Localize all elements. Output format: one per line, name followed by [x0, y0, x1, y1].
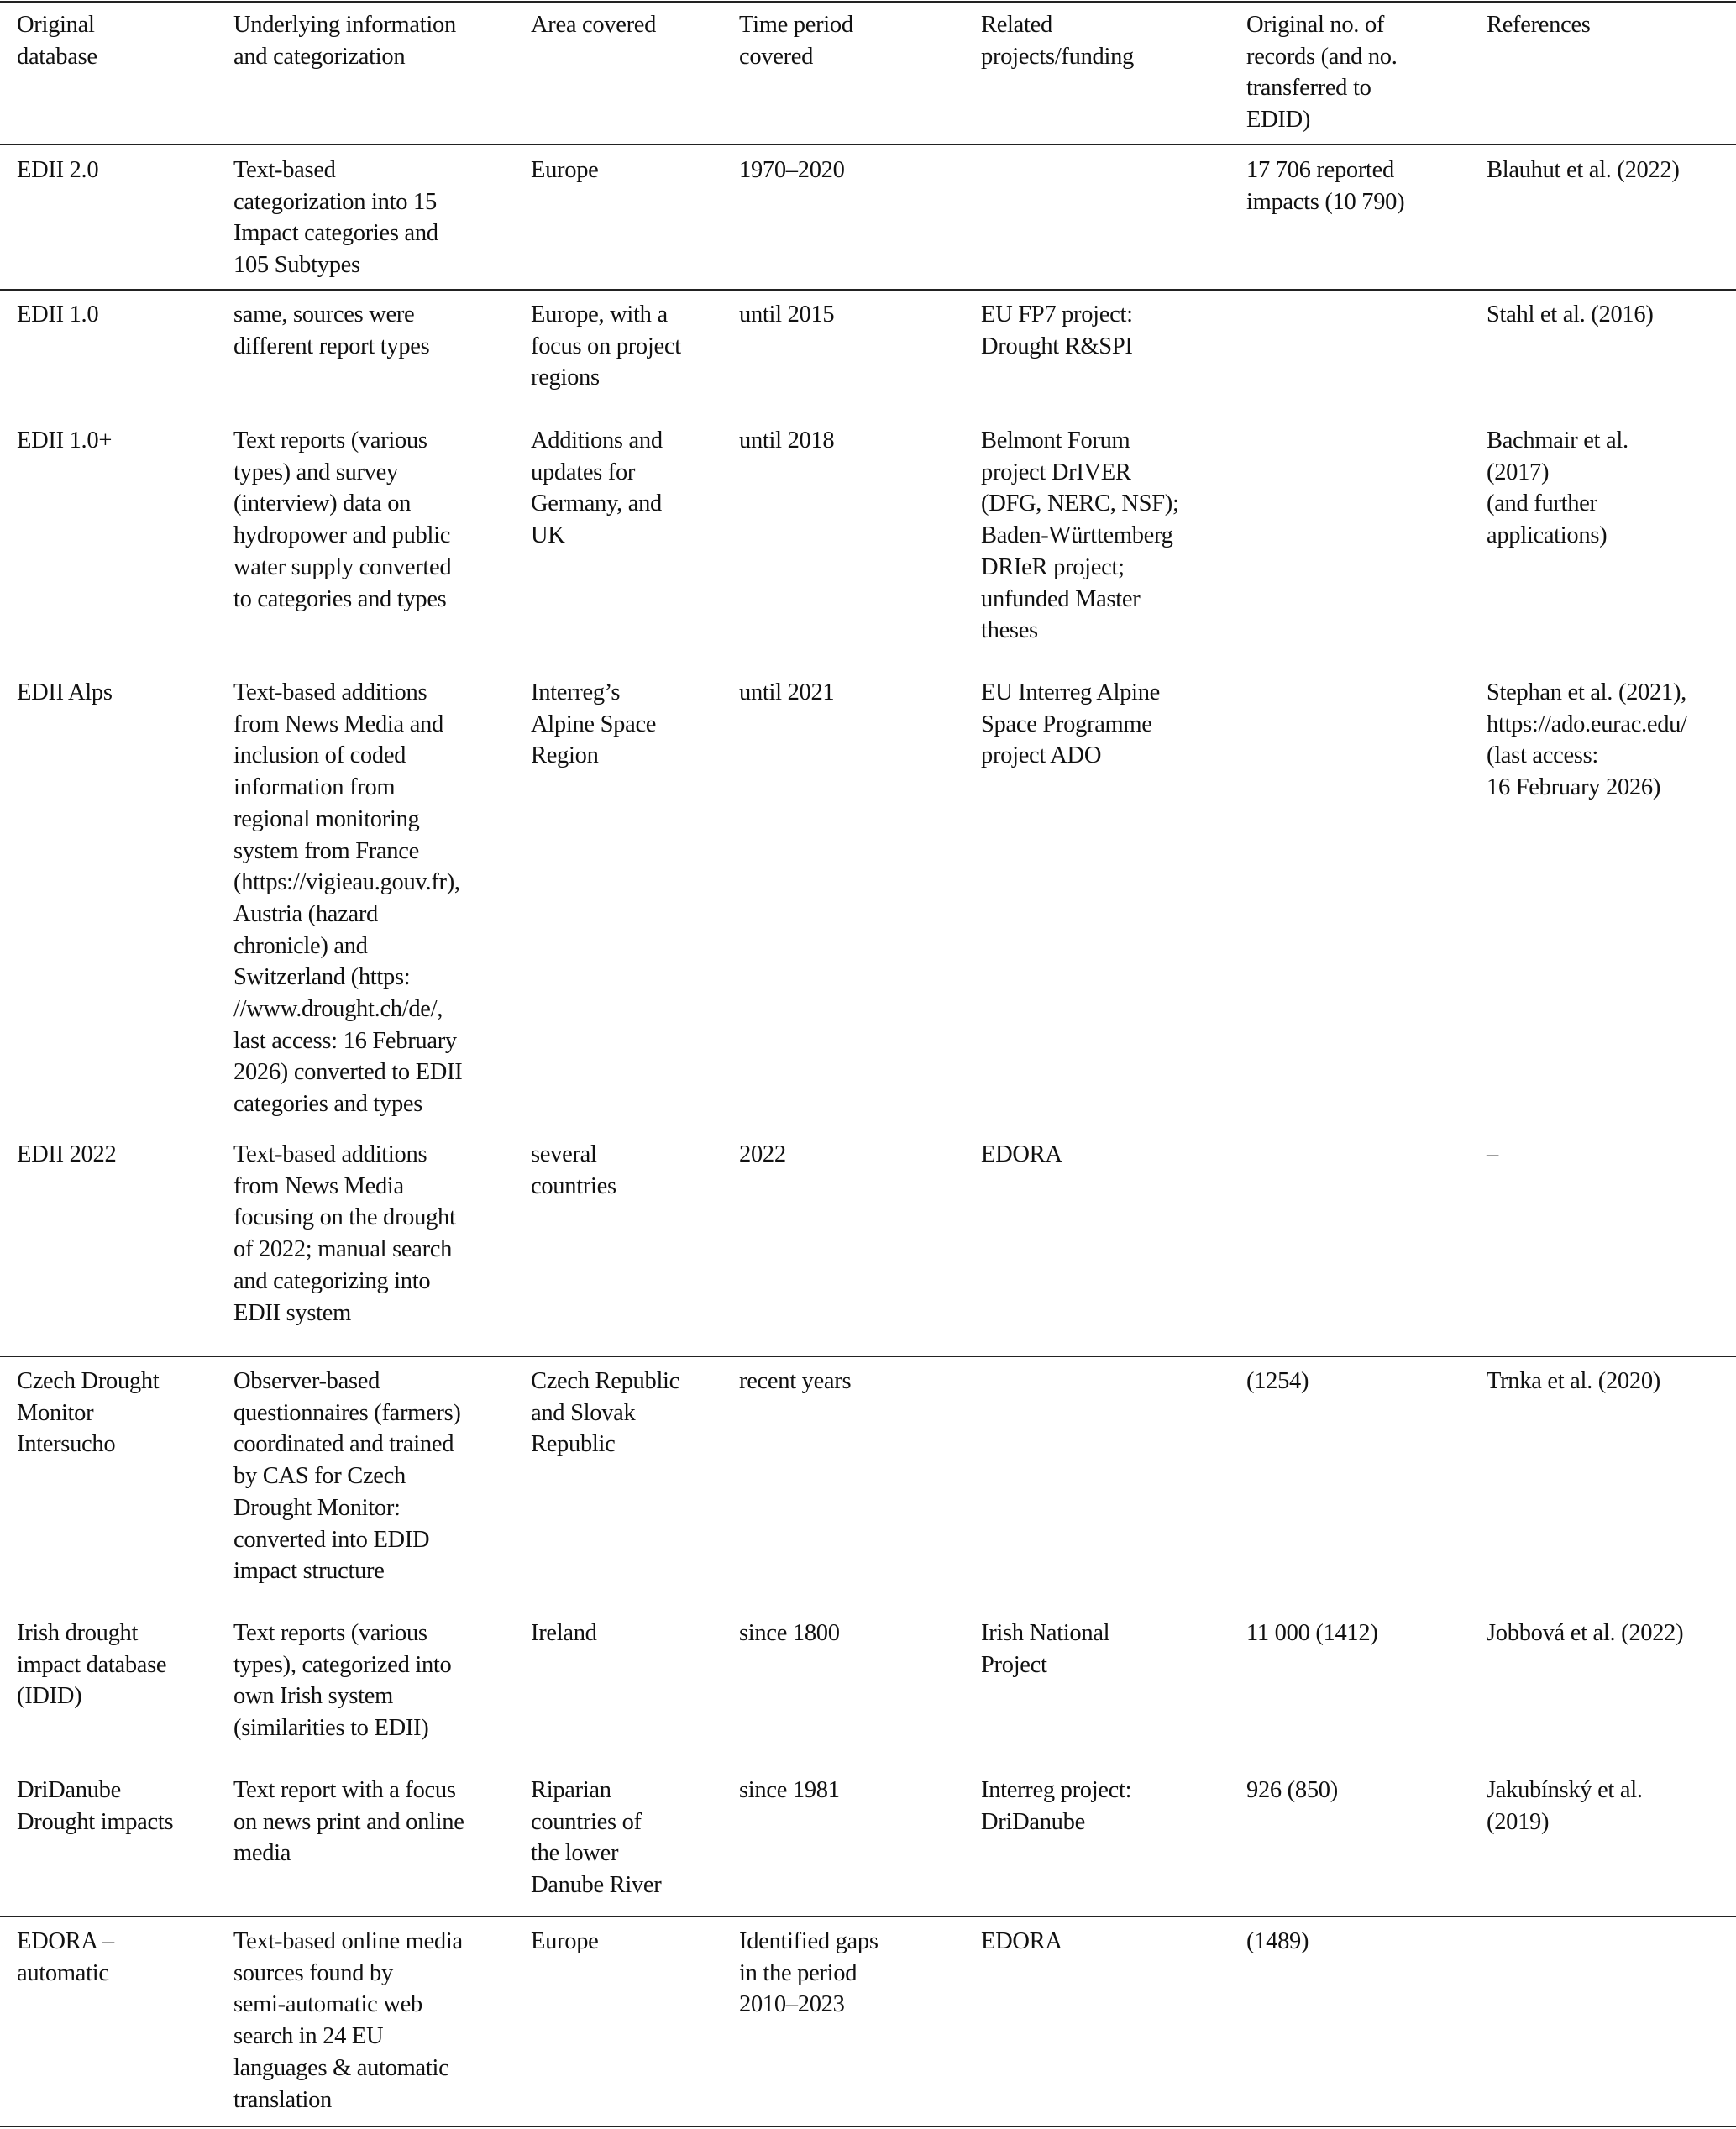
- cell-text-line: Irish drought: [17, 1620, 139, 1646]
- cell-related-projects: [981, 299, 1133, 362]
- cell-text-line: Related: [981, 12, 1052, 38]
- cell-text-line: categorization into 15: [233, 188, 437, 215]
- cell-time-period: [739, 1139, 786, 1171]
- cell-area-covered: [531, 1366, 679, 1460]
- column-header-time-period: [739, 9, 853, 72]
- cell-text-line: focus on project: [531, 333, 681, 359]
- cell-text-line: Republic: [531, 1431, 616, 1458]
- cell-text-line: Drought R&SPI: [981, 333, 1133, 359]
- cell-text-line: languages & automatic: [233, 2054, 449, 2081]
- cell-text-line: (1254): [1246, 1368, 1309, 1394]
- cell-text-line: Stahl et al. (2016): [1487, 302, 1654, 328]
- cell-text-line: Bachmair et al.: [1487, 427, 1628, 454]
- cell-time-period: [739, 1926, 878, 2021]
- cell-area-covered: [531, 1775, 661, 1901]
- column-header-record-count: [1246, 9, 1398, 136]
- cell-text-line: Interreg’s: [531, 679, 621, 705]
- cell-text-line: DRIeR project;: [981, 553, 1125, 580]
- cell-text-line: EU FP7 project:: [981, 302, 1133, 328]
- cell-area-covered: [531, 425, 663, 552]
- cell-references: [1487, 299, 1654, 331]
- cell-text-line: EDII 2.0: [17, 157, 99, 183]
- cell-text-line: EDII 2022: [17, 1141, 117, 1167]
- column-header-area-covered: [531, 9, 656, 41]
- cell-references: [1487, 1775, 1643, 1838]
- cell-text-line: (IDID): [17, 1683, 82, 1710]
- cell-original-database: [17, 299, 98, 331]
- cell-text-line: Czech Republic: [531, 1368, 680, 1394]
- cell-text-line: Text-based online media: [233, 1928, 463, 1954]
- cell-text-line: records (and no.: [1246, 43, 1398, 70]
- cell-text-line: EU Interreg Alpine: [981, 679, 1161, 705]
- cell-text-line: hydropower and public: [233, 522, 451, 549]
- cell-time-period: [739, 1618, 840, 1649]
- cell-time-period: [739, 425, 834, 457]
- cell-original-database: [17, 1775, 173, 1838]
- cell-text-line: by CAS for Czech: [233, 1463, 406, 1490]
- cell-text-line: database: [17, 43, 97, 70]
- cell-text-line: semi-automatic web: [233, 1991, 422, 2018]
- column-header-underlying-information: [233, 9, 456, 72]
- cell-text-line: –: [1487, 1141, 1498, 1167]
- cell-text-line: from News Media and: [233, 711, 443, 737]
- cell-text-line: from News Media: [233, 1172, 404, 1199]
- cell-text-line: Europe: [531, 157, 599, 183]
- cell-underlying-information: [233, 677, 462, 1120]
- cell-text-line: impact structure: [233, 1558, 385, 1585]
- cell-original-database: [17, 1926, 114, 1989]
- cell-text-line: inclusion of coded: [233, 742, 406, 769]
- group-rule: [0, 289, 1736, 291]
- cell-text-line: coordinated and trained: [233, 1431, 454, 1458]
- cell-text-line: to categories and types: [233, 585, 447, 612]
- cell-text-line: EDORA: [981, 1141, 1062, 1167]
- cell-text-line: Original: [17, 12, 95, 38]
- cell-text-line: 2010–2023: [739, 1991, 845, 2018]
- cell-text-line: 105 Subtypes: [233, 252, 360, 279]
- cell-text-line: (and further: [1487, 490, 1597, 517]
- cell-original-database: [17, 1139, 116, 1171]
- cell-text-line: types), categorized into: [233, 1651, 452, 1678]
- column-header-references: [1487, 9, 1591, 41]
- cell-text-line: 11 000 (1412): [1246, 1620, 1378, 1646]
- cell-text-line: Intersucho: [17, 1431, 116, 1458]
- cell-text-line: (2019): [1487, 1808, 1550, 1835]
- cell-text-line: (1489): [1246, 1928, 1309, 1954]
- cell-text-line: Danube River: [531, 1872, 662, 1899]
- cell-references: [1487, 425, 1628, 552]
- cell-text-line: Europe: [531, 1928, 599, 1954]
- group-rule: [0, 1356, 1736, 1357]
- cell-text-line: chronicle) and: [233, 932, 368, 959]
- cell-text-line: Blauhut et al. (2022): [1487, 157, 1680, 183]
- cell-references: [1487, 677, 1687, 804]
- cell-original-database: [17, 425, 112, 457]
- cell-text-line: (interview) data on: [233, 490, 412, 517]
- cell-text-line: Drought Monitor:: [233, 1494, 401, 1521]
- cell-text-line: automatic: [17, 1959, 109, 1986]
- cell-text-line: countries: [531, 1172, 616, 1199]
- cell-underlying-information: [233, 1618, 452, 1744]
- cell-area-covered: [531, 1618, 597, 1649]
- cell-related-projects: [981, 677, 1160, 772]
- cell-record-count: [1246, 1775, 1338, 1807]
- cell-text-line: (last access:: [1487, 742, 1598, 769]
- cell-text-line: since 1800: [739, 1620, 840, 1646]
- group-rule: [0, 1916, 1736, 1917]
- cell-original-database: [17, 1366, 159, 1460]
- cell-underlying-information: [233, 425, 451, 615]
- cell-text-line: References: [1487, 12, 1591, 38]
- cell-text-line: regional monitoring: [233, 805, 420, 832]
- cell-underlying-information: [233, 1775, 464, 1869]
- cell-text-line: 17 706 reported: [1246, 157, 1394, 183]
- header-rule: [0, 144, 1736, 145]
- cell-text-line: covered: [739, 43, 814, 70]
- cell-text-line: 16 February 2026): [1487, 774, 1661, 801]
- cell-text-line: //www.drought.ch/de/,: [233, 996, 443, 1023]
- table-bottom-rule: [0, 2126, 1736, 2127]
- cell-text-line: unfunded Master: [981, 585, 1141, 612]
- cell-text-line: Original no. of: [1246, 12, 1385, 38]
- cell-references: [1487, 1366, 1660, 1397]
- cell-text-line: Space Programme: [981, 711, 1152, 737]
- cell-text-line: (similarities to EDII): [233, 1715, 429, 1742]
- cell-text-line: Region: [531, 742, 599, 769]
- cell-text-line: until 2018: [739, 427, 835, 454]
- cell-text-line: EDII system: [233, 1299, 351, 1326]
- cell-references: [1487, 1618, 1683, 1649]
- cell-text-line: information from: [233, 774, 396, 801]
- cell-text-line: Alpine Space: [531, 711, 657, 737]
- cell-text-line: Additions and: [531, 427, 663, 454]
- cell-text-line: Drought impacts: [17, 1808, 174, 1835]
- cell-text-line: project ADO: [981, 742, 1102, 769]
- cell-underlying-information: [233, 1139, 456, 1329]
- cell-text-line: (DFG, NERC, NSF);: [981, 490, 1179, 517]
- cell-text-line: Europe, with a: [531, 302, 668, 328]
- cell-text-line: the lower: [531, 1840, 619, 1867]
- cell-related-projects: [981, 425, 1179, 647]
- cell-text-line: last access: 16 February: [233, 1027, 457, 1054]
- cell-text-line: and categorizing into: [233, 1267, 431, 1294]
- cell-text-line: Interreg project:: [981, 1777, 1132, 1803]
- cell-text-line: Germany, and: [531, 490, 662, 517]
- cell-text-line: EDORA –: [17, 1928, 114, 1954]
- cell-text-line: impacts (10 790): [1246, 188, 1405, 215]
- cell-text-line: EDII Alps: [17, 679, 113, 705]
- cell-text-line: until 2021: [739, 679, 835, 705]
- cell-text-line: several: [531, 1141, 597, 1167]
- cell-underlying-information: [233, 1926, 463, 2116]
- cell-time-period: [739, 299, 834, 331]
- cell-text-line: Baden-Württemberg: [981, 522, 1173, 549]
- cell-related-projects: [981, 1139, 1062, 1171]
- cell-text-line: system from France: [233, 837, 419, 864]
- cell-text-line: Text report with a focus: [233, 1777, 456, 1803]
- table-top-rule: [0, 1, 1736, 3]
- cell-text-line: Ireland: [531, 1620, 597, 1646]
- cell-text-line: own Irish system: [233, 1683, 393, 1710]
- cell-text-line: types) and survey: [233, 459, 398, 485]
- cell-text-line: Jobbová et al. (2022): [1487, 1620, 1684, 1646]
- cell-record-count: [1246, 1366, 1309, 1397]
- column-header-original-database: [17, 9, 97, 72]
- cell-text-line: same, sources were: [233, 302, 415, 328]
- cell-area-covered: [531, 1926, 599, 1958]
- cell-text-line: of 2022; manual search: [233, 1236, 453, 1263]
- cell-text-line: Underlying information: [233, 12, 456, 38]
- cell-text-line: Time period: [739, 12, 853, 38]
- cell-text-line: transferred to: [1246, 75, 1371, 102]
- cell-text-line: DriDanube: [17, 1777, 121, 1803]
- cell-text-line: Text-based additions: [233, 1141, 427, 1167]
- cell-text-line: media: [233, 1840, 291, 1867]
- cell-text-line: 926 (850): [1246, 1777, 1338, 1803]
- cell-related-projects: [981, 1775, 1131, 1838]
- cell-text-line: Identified gaps: [739, 1928, 878, 1954]
- cell-text-line: applications): [1487, 522, 1608, 549]
- cell-references: [1487, 1139, 1498, 1171]
- cell-text-line: Text-based: [233, 157, 336, 183]
- cell-text-line: Jakubínský et al.: [1487, 1777, 1643, 1803]
- cell-text-line: questionnaires (farmers): [233, 1399, 461, 1426]
- cell-text-line: 2022: [739, 1141, 786, 1167]
- cell-text-line: and Slovak: [531, 1399, 636, 1426]
- cell-time-period: [739, 155, 845, 186]
- cell-area-covered: [531, 677, 656, 772]
- cell-text-line: categories and types: [233, 1091, 423, 1118]
- cell-original-database: [17, 1618, 166, 1712]
- cell-text-line: updates for: [531, 459, 636, 485]
- cell-area-covered: [531, 299, 681, 394]
- cell-text-line: Text reports (various: [233, 427, 427, 454]
- cell-underlying-information: [233, 299, 429, 362]
- cell-text-line: (2017): [1487, 459, 1550, 485]
- cell-text-line: Area covered: [531, 12, 657, 38]
- cell-text-line: Stephan et al. (2021),: [1487, 679, 1686, 705]
- cell-text-line: recent years: [739, 1368, 852, 1394]
- cell-text-line: Text-based additions: [233, 679, 427, 705]
- cell-text-line: EDID): [1246, 107, 1311, 134]
- cell-text-line: https://ado.eurac.edu/: [1487, 711, 1687, 737]
- cell-original-database: [17, 155, 98, 186]
- cell-underlying-information: [233, 1366, 461, 1587]
- cell-related-projects: [981, 1618, 1109, 1681]
- cell-related-projects: [981, 1926, 1062, 1958]
- cell-text-line: impact database: [17, 1651, 167, 1678]
- cell-text-line: on news print and online: [233, 1808, 464, 1835]
- cell-text-line: project DrIVER: [981, 459, 1131, 485]
- cell-time-period: [739, 1366, 851, 1397]
- cell-text-line: projects/funding: [981, 43, 1134, 70]
- cell-text-line: since 1981: [739, 1777, 840, 1803]
- cell-text-line: regions: [531, 364, 600, 391]
- cell-record-count: [1246, 1926, 1309, 1958]
- cell-text-line: 1970–2020: [739, 157, 845, 183]
- cell-record-count: [1246, 155, 1404, 218]
- cell-time-period: [739, 1775, 840, 1807]
- cell-text-line: Czech Drought: [17, 1368, 160, 1394]
- cell-text-line: search in 24 EU: [233, 2023, 384, 2050]
- cell-text-line: water supply converted: [233, 553, 452, 580]
- cell-record-count: [1246, 1618, 1378, 1649]
- cell-text-line: Belmont Forum: [981, 427, 1130, 454]
- cell-original-database: [17, 677, 113, 709]
- cell-text-line: in the period: [739, 1959, 858, 1986]
- cell-text-line: Text reports (various: [233, 1620, 427, 1646]
- cell-area-covered: [531, 155, 599, 186]
- cell-text-line: Trnka et al. (2020): [1487, 1368, 1660, 1394]
- cell-text-line: DriDanube: [981, 1808, 1085, 1835]
- cell-text-line: Riparian: [531, 1777, 611, 1803]
- cell-text-line: focusing on the drought: [233, 1204, 456, 1231]
- cell-text-line: converted into EDID: [233, 1526, 430, 1553]
- cell-references: [1487, 155, 1680, 186]
- cell-text-line: theses: [981, 617, 1038, 644]
- cell-text-line: 2026) converted to EDII: [233, 1059, 463, 1086]
- cell-text-line: EDII 1.0+: [17, 427, 113, 454]
- cell-text-line: Irish National: [981, 1620, 1110, 1646]
- cell-text-line: EDII 1.0: [17, 302, 99, 328]
- cell-text-line: UK: [531, 522, 565, 549]
- cell-text-line: EDORA: [981, 1928, 1062, 1954]
- cell-text-line: sources found by: [233, 1959, 393, 1986]
- cell-text-line: different report types: [233, 333, 430, 359]
- cell-text-line: Austria (hazard: [233, 900, 378, 927]
- cell-text-line: Switzerland (https:: [233, 964, 411, 991]
- cell-text-line: Monitor: [17, 1399, 94, 1426]
- cell-underlying-information: [233, 155, 438, 281]
- cell-text-line: Impact categories and: [233, 220, 438, 247]
- cell-text-line: countries of: [531, 1808, 642, 1835]
- cell-area-covered: [531, 1139, 616, 1202]
- cell-time-period: [739, 677, 834, 709]
- cell-text-line: Project: [981, 1651, 1047, 1678]
- cell-text-line: translation: [233, 2086, 333, 2113]
- column-header-related-projects: [981, 9, 1134, 72]
- cell-text-line: (https://vigieau.gouv.fr),: [233, 869, 460, 896]
- cell-text-line: Observer-based: [233, 1368, 380, 1394]
- cell-text-line: and categorization: [233, 43, 406, 70]
- cell-text-line: until 2015: [739, 302, 835, 328]
